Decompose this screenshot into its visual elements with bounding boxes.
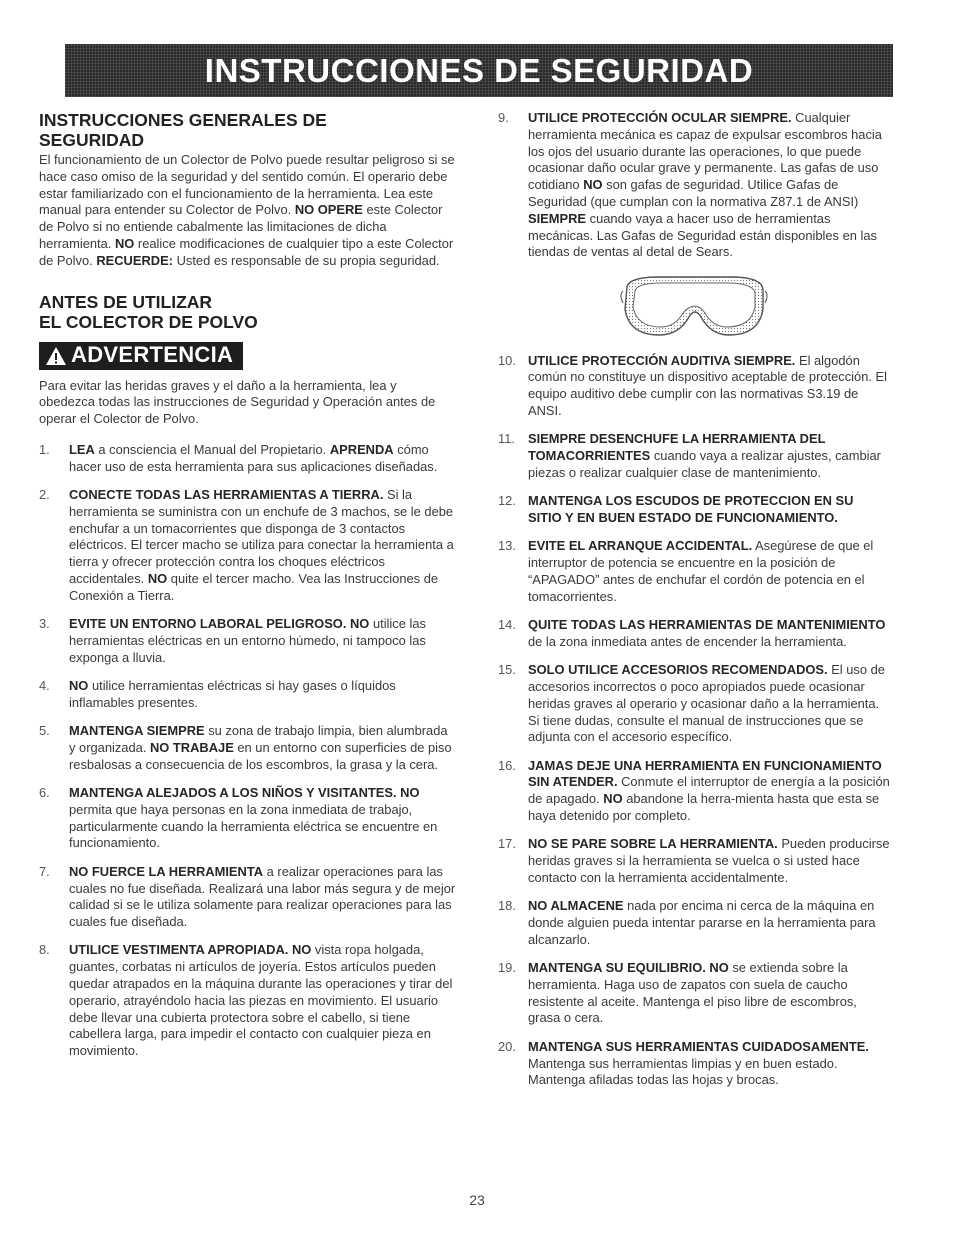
item-text: utilice herramientas eléctricas si hay gases o líquidos inflamables presentes. — [69, 678, 396, 710]
item-number: 13. — [498, 538, 516, 554]
warning-intro: Para evitar las heridas graves y el daño a la herramienta, lea y obedezca todas las instrucciones de Seguridad y Operación antes de operar el Colector de Polvo. — [39, 377, 436, 427]
item-emphasis: NO — [583, 177, 603, 193]
item-text: Asegúrese de que el interruptor de potencia se encuentre en la posición de “APAGADO” antes de enchufar el cordón de potencia en el tomacorrientes. — [528, 538, 874, 604]
item-emphasis: UTILICE PROTECCIÓN AUDITIVA SIEMPRE. — [528, 352, 796, 368]
item-number: 4. — [39, 678, 50, 694]
item-text: Pueden producirse heridas graves si la herramienta se vuelca o si usted hace contacto con la herramienta accidentalmente. — [528, 836, 890, 885]
item-text: cuando vaya a hacer uso de herramientas mecánicas. Las Gafas de Seguridad están disponibles en las tiendas de ventas al detal de Sears. — [528, 210, 877, 260]
safety-goggles-image — [619, 273, 769, 341]
item-number: 7. — [39, 863, 50, 879]
list-item — [498, 898, 890, 948]
list-item — [498, 617, 890, 651]
item-text: Conmute el interruptor de energía a la posición de apagado. — [528, 774, 890, 807]
item-text: utilice las herramientas eléctricas en un entorno húmedo, ni tampoco las exponga a lluvia. — [69, 616, 426, 665]
item-emphasis: APRENDA — [329, 441, 394, 457]
item-number: 15. — [498, 662, 516, 678]
item-emphasis: JAMAS DEJE UNA HERRAMIENTA EN FUNCIONAMIENTO SIN ATENDER. — [528, 757, 882, 790]
paragraph-text: Usted es responsable de su propia seguridad. — [176, 252, 440, 268]
item-text: Si la herramienta se suministra con un enchufe de 3 machos, se le debe enchufar a un tomacorrientes que disponga de 3 contactos eléctricos. El tercer macho se utiliza para conectar la herramienta a tierra y ofrecer protección contra los choques eléctricos accidentales. — [69, 487, 454, 587]
item-emphasis: UTILICE VESTIMENTA APROPIADA. NO — [69, 942, 312, 958]
page-number: 23 — [469, 1192, 485, 1208]
item-emphasis: SIEMPRE DESENCHUFE LA HERRAMIENTA DEL TOMACORRIENTES — [528, 431, 826, 464]
list-item — [498, 960, 890, 1027]
left-column — [39, 110, 456, 1071]
item-number: 11. — [498, 431, 515, 447]
item-text: a consciencia el Manual del Propietario. — [98, 441, 327, 457]
item-emphasis: SIEMPRE — [528, 210, 587, 226]
page-header-title: INSTRUCCIONES DE SEGURIDAD — [204, 51, 754, 89]
warning-label-text: ADVERTENCIA — [71, 342, 234, 368]
heading-line: EL COLECTOR DE POLVO — [39, 311, 258, 332]
general-safety-paragraph — [39, 152, 456, 270]
list-item — [39, 785, 456, 852]
item-text: El algodón común no constituye un dispositivo aceptable de protección. El equipo auditivo debe cumplir con las normativas S3.19 de ANSI. — [528, 352, 888, 419]
safety-list-left — [39, 442, 456, 1060]
item-emphasis: LEA — [69, 441, 95, 457]
item-number: 20. — [498, 1038, 516, 1054]
item-text: quite el tercer macho. Vea las Instrucciones de Conexión a Tierra. — [69, 571, 439, 603]
safety-list-item9 — [498, 110, 890, 261]
paragraph-emphasis: NO OPERE — [294, 202, 363, 218]
warning-triangle-icon — [45, 346, 67, 366]
item-emphasis: MANTENGA SUS HERRAMIENTAS CUIDADOSAMENTE. — [528, 1038, 869, 1054]
item-number: 12. — [498, 493, 516, 509]
item-text: su zona de trabajo limpia, bien alumbrada y organizada. — [69, 723, 448, 755]
item-emphasis: NO SE PARE SOBRE LA HERRAMIENTA. — [528, 836, 778, 852]
warning-label — [39, 342, 243, 370]
list-item — [39, 723, 456, 773]
paragraph-text: El funcionamiento de un Colector de Polvo puede resultar peligroso si se hace caso omiso de la seguridad y del sentido común. El operario debe estar familiarizado con el funcionamiento de la herramienta. Lea este manual para entender su Colector de Polvo. — [39, 152, 455, 218]
list-item — [498, 662, 890, 746]
item-emphasis: NO FUERCE LA HERRAMIENTA — [69, 863, 264, 879]
item-number: 5. — [39, 723, 50, 739]
general-safety-heading — [39, 110, 456, 150]
item-number: 6. — [39, 785, 50, 801]
list-item — [498, 538, 890, 605]
item-text: Cualquier herramienta mecánica es capaz de expulsar escombros hacia los ojos del usuario durante las operaciones, lo que puede ocasionar daño ocular grave y permanente. Las gafas de uso cotidiano — [528, 110, 882, 193]
item-emphasis: NO TRABAJE — [150, 739, 234, 755]
item-emphasis: EVITE UN ENTORNO LABORAL PELIGROSO. NO — [69, 616, 370, 632]
list-item — [498, 1039, 890, 1089]
item-text: en un entorno con superficies de piso resbalosas a consecuencia de los escombros, la grasa y la cera. — [69, 739, 452, 772]
list-item — [498, 353, 890, 420]
item-text: permita que haya personas en la zona inmediata de trabajo, particularmente cuando la herramienta eléctrica se encuentre en funcionamiento. — [69, 801, 438, 851]
item-text: El uso de accesorios incorrectos o poco apropiados puede ocasionar heridas graves al operario y ocasionar daño a la herramienta. Si tiene dudas, consulte el manual de instrucciones que se adjunta con el accesorio específico. — [528, 662, 885, 745]
item-text: son gafas de seguridad. Utilice Gafas de Seguridad (que cumplan con la normativa Z87.1 de ANSI) — [528, 177, 859, 209]
item-number: 17. — [498, 836, 516, 852]
list-item — [39, 864, 456, 931]
item-number: 18. — [498, 898, 516, 914]
item-text: se extienda sobre la herramienta. Haga uso de zapatos con suela de caucho resistente al aceite. Mantenga el piso libre de escombros, grasa o cera. — [528, 960, 857, 1026]
list-item — [498, 110, 890, 261]
item-text: a realizar operaciones para las cuales no fue diseñada. Realizará una labor más segura y de mejor calidad si se le utiliza solamente para realizar operaciones para las cuales fue diseñada. — [69, 863, 456, 930]
item-number: 10. — [498, 352, 516, 368]
paragraph-text: este Colector de Polvo si no entiende cabalmente las limitaciones de dicha herramienta. — [39, 202, 443, 251]
item-number: 19. — [498, 960, 516, 976]
item-emphasis: MANTENGA ALEJADOS A LOS NIÑOS Y VISITANTES. NO — [69, 785, 420, 801]
list-item — [39, 487, 456, 605]
item-emphasis: CONECTE TODAS LAS HERRAMIENTAS A TIERRA. — [69, 487, 384, 503]
heading-line: SEGURIDAD — [39, 130, 145, 150]
heading-line: INSTRUCCIONES GENERALES DE — [39, 110, 327, 130]
item-emphasis: NO ALMACENE — [528, 898, 624, 914]
list-item — [498, 836, 890, 886]
item-text: de la zona inmediata antes de encender la herramienta. — [528, 633, 847, 649]
item-text: cuando vaya a realizar ajustes, cambiar piezas o realizar cualquier clase de mantenimiento. — [528, 448, 881, 480]
item-number: 14. — [498, 617, 516, 633]
list-item — [498, 493, 890, 527]
item-text: cómo hacer uso de esta herramienta para sus aplicaciones diseñadas. — [69, 441, 438, 474]
paragraph-emphasis: NO — [114, 235, 135, 251]
item-text: nada por encima ni cerca de la máquina en donde alguien pueda intentar pararse en la herramienta para alcanzarlo. — [528, 898, 876, 947]
list-item — [39, 678, 456, 712]
item-emphasis: NO — [69, 678, 89, 694]
list-item — [39, 942, 456, 1060]
heading-line: ANTES DE UTILIZAR — [39, 291, 213, 312]
page-header-banner — [65, 44, 893, 97]
item-emphasis: EVITE EL ARRANQUE ACCIDENTAL. — [528, 538, 753, 554]
item-number: 8. — [39, 942, 50, 958]
item-emphasis: MANTENGA SIEMPRE — [69, 723, 205, 739]
item-number: 9. — [498, 110, 509, 125]
right-column — [498, 110, 890, 1101]
item-text: abandone la herra-mienta hasta que esta se haya detenido por completo. — [528, 791, 880, 823]
list-item — [498, 758, 890, 825]
paragraph-emphasis: RECUERDE: — [96, 252, 173, 268]
item-number: 1. — [39, 441, 50, 457]
item-emphasis: NO — [603, 791, 623, 807]
item-emphasis: NO — [147, 571, 168, 587]
item-emphasis: SOLO UTILICE ACCESORIOS RECOMENDADOS. — [528, 662, 828, 678]
list-item — [39, 616, 456, 666]
item-emphasis: MANTENGA SU EQUILIBRIO. NO — [528, 960, 729, 976]
safety-list-right — [498, 353, 890, 1089]
list-item — [498, 431, 890, 481]
paragraph-text: realice modificaciones de cualquier tipo a este Colector de Polvo. — [39, 235, 454, 268]
list-item — [39, 442, 456, 476]
item-emphasis: MANTENGA LOS ESCUDOS DE PROTECCION EN SU SITIO Y EN BUEN ESTADO DE FUNCIONAMIENTO. — [528, 493, 854, 526]
item-emphasis: QUITE TODAS LAS HERRAMIENTAS DE MANTENIMIENTO — [528, 617, 886, 633]
item-number: 3. — [39, 616, 50, 632]
item-text: Mantenga sus herramientas limpias y en buen estado. Mantenga afiladas todas las hojas y brocas. — [528, 1055, 838, 1088]
item-number: 16. — [498, 757, 516, 773]
item-text: vista ropa holgada, guantes, corbatas ni artículos de joyería. Estos artículos pueden quedar atrapados en la máquina durante las operaciones y tirar del operario, atrayéndolo hacia las piezas en movimiento. El usuario debe llevar una cubierta protectora sobre el cabello, si tiene cabellera larga, para impedir el contacto con cualquier pieza en movimiento. — [69, 942, 453, 1059]
item-number: 2. — [39, 487, 50, 503]
before-use-heading — [39, 292, 456, 332]
item-emphasis: UTILICE PROTECCIÓN OCULAR SIEMPRE. — [528, 110, 792, 125]
